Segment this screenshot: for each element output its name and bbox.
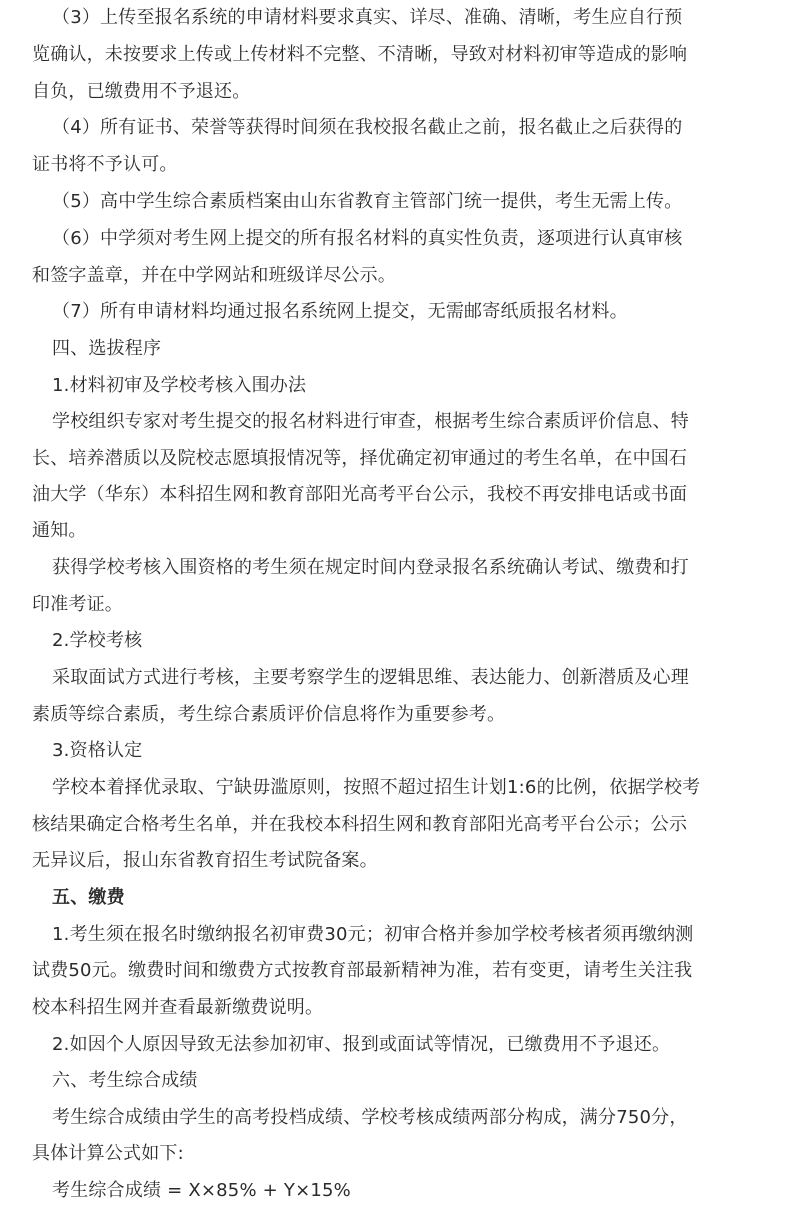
paragraph-3-line-1: （3）上传至报名系统的申请材料要求真实、详尽、准确、清晰，考生应自行预 bbox=[52, 7, 683, 28]
subsection-1-para-2-line-1: 获得学校考核入围资格的考生须在规定时间内登录报名系统确认考试、缴费和打 bbox=[52, 557, 689, 578]
subsection-1-para-1-line-4: 通知。 bbox=[32, 520, 87, 541]
paragraph-4-line-1: （4）所有证书、荣誉等获得时间须在我校报名截止之前，报名截止之后获得的 bbox=[52, 117, 683, 138]
score-para-line-2: 具体计算公式如下: bbox=[32, 1143, 184, 1164]
paragraph-5-line-1: （5）高中学生综合素质档案由山东省教育主管部门统一提供，考生无需上传。 bbox=[52, 191, 683, 212]
subsection-3-para-line-3: 无异议后，报山东省教育招生考试院备案。 bbox=[32, 850, 378, 871]
subsection-1-para-1-line-3: 油大学（华东）本科招生网和教育部阳光高考平台公示，我校不再安排电话或书面 bbox=[32, 484, 688, 505]
score-para-line-1: 考生综合成绩由学生的高考投档成绩、学校考核成绩两部分构成，满分750分， bbox=[52, 1107, 688, 1128]
fee-item-2-line-1: 2.如因个人原因导致无法参加初审、报到或面试等情况，已缴费用不予退还。 bbox=[52, 1034, 671, 1055]
paragraph-3-line-2: 览确认，未按要求上传或上传材料不完整、不清晰，导致对材料初审等造成的影响 bbox=[32, 44, 688, 65]
subsection-1-para-2-line-2: 印准考证。 bbox=[32, 594, 123, 615]
paragraph-6-line-2: 和签字盖章，并在中学网站和班级详尽公示。 bbox=[32, 265, 396, 286]
fee-item-1-line-1: 1.考生须在报名时缴纳报名初审费30元；初审合格并参加学校考核者须再缴纳测 bbox=[52, 924, 694, 945]
subsection-2-para-line-2: 素质等综合素质，考生综合素质评价信息将作为重要参考。 bbox=[32, 704, 506, 725]
paragraph-6-line-1: （6）中学须对考生网上提交的所有报名材料的真实性负责，逐项进行认真审核 bbox=[52, 228, 683, 249]
subsection-2-heading: 2.学校考核 bbox=[52, 630, 143, 651]
fee-item-1-line-2: 试费50元。缴费时间和缴费方式按教育部最新精神为准，若有变更，请考生关注我 bbox=[32, 960, 693, 981]
section-4-heading: 四、选拔程序 bbox=[52, 338, 162, 359]
score-formula: 考生综合成绩 = X×85% + Y×15% bbox=[52, 1180, 351, 1201]
paragraph-3-line-3: 自负，已缴费用不予退还。 bbox=[32, 81, 251, 102]
subsection-2-para-line-1: 采取面试方式进行考核，主要考察学生的逻辑思维、表达能力、创新潜质及心理 bbox=[52, 667, 689, 688]
section-6-heading: 六、考生综合成绩 bbox=[52, 1070, 198, 1091]
subsection-1-heading: 1.材料初审及学校考核入围办法 bbox=[52, 375, 307, 396]
section-5-heading: 五、缴费 bbox=[52, 887, 125, 908]
subsection-3-heading: 3.资格认定 bbox=[52, 740, 143, 761]
paragraph-7-line-1: （7）所有申请材料均通过报名系统网上提交，无需邮寄纸质报名材料。 bbox=[52, 301, 628, 322]
subsection-3-para-line-1: 学校本着择优录取、宁缺毋滥原则，按照不超过招生计划1:6的比例，依据学校考 bbox=[52, 777, 701, 798]
subsection-1-para-1-line-2: 长、培养潜质以及院校志愿填报情况等，择优确定初审通过的考生名单，在中国石 bbox=[32, 448, 688, 469]
subsection-3-para-line-2: 核结果确定合格考生名单，并在我校本科招生网和教育部阳光高考平台公示；公示 bbox=[32, 814, 688, 835]
subsection-1-para-1-line-1: 学校组织专家对考生提交的报名材料进行审查，根据考生综合素质评价信息、特 bbox=[52, 411, 689, 432]
fee-item-1-line-3: 校本科招生网并查看最新缴费说明。 bbox=[32, 997, 324, 1018]
paragraph-4-line-2: 证书将不予认可。 bbox=[32, 154, 178, 175]
